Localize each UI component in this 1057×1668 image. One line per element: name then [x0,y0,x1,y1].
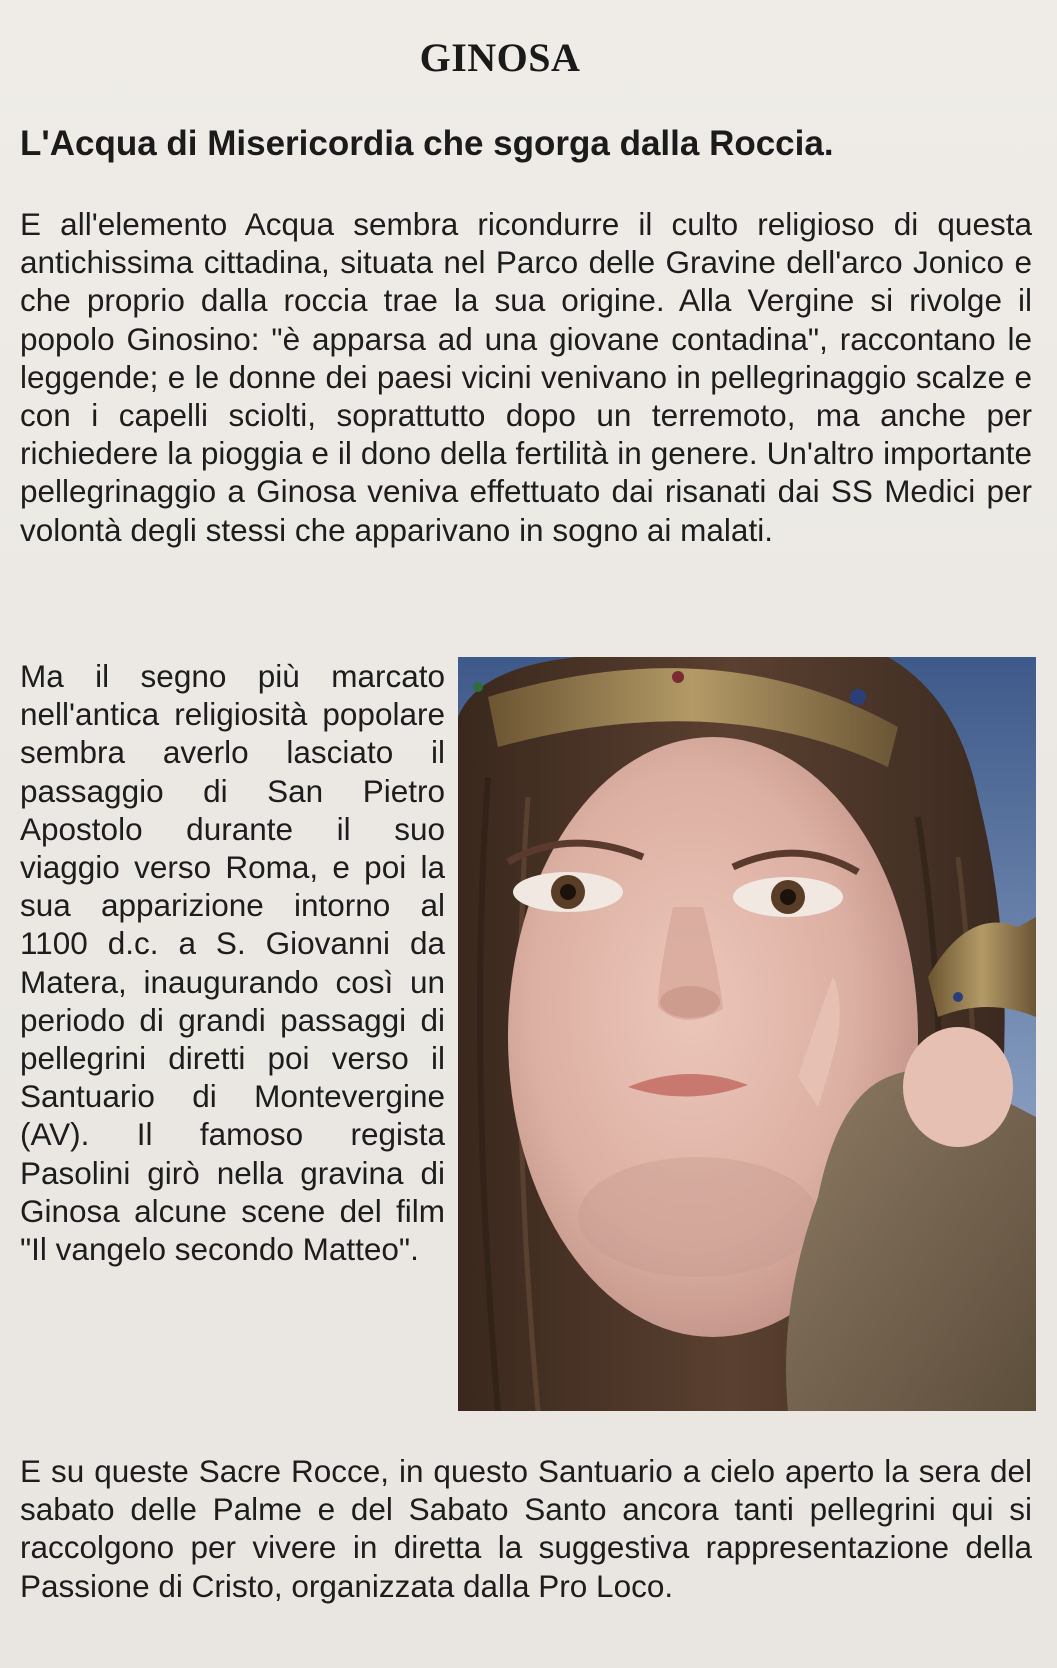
page-subtitle: L'Acqua di Misericordia che sgorga dalla Roccia. [20,124,834,163]
paragraph-passion: E su queste Sacre Rocce, in questo Santuario a cielo aperto la sera del sabato delle Palme e del Sabato Santo ancora tanti pellegrini qui si raccolgono per vivere in diretta la suggestiva rappresentazione della Passione di Cristo, organizzata dalla Pro Loco. [20,1453,1032,1604]
paragraph-intro: E all'elemento Acqua sembra ricondurre il culto religioso di questa antichissima cittadina, situata nel Parco delle Gravine dell'arco Jonico e che proprio dalla roccia trae la sua origine. Alla Vergine si rivolge il popolo Ginosino: "è apparsa ad una giovane contadina", raccontano le leggende; e le donne dei paesi vicini venivano in pellegrinaggio scalze e con i capelli sciolti, soprattutto dopo un terremoto, ma anche per richiedere la pioggia e il dono della fertilità in genere. Un'altro importante pellegrinaggio a Ginosa veniva effettuato dai risanati dai SS Medici per volontà degli stessi che apparivano in sogno ai malati. [20,206,1032,548]
page-title: GINOSA [419,35,581,80]
paragraph-pilgrimage: Ma il segno più marcato nell'antica religiosità popolare sembra averlo lasciato il passaggio di San Pietro Apostolo durante il suo viaggio verso Roma, e poi la sua apparizione intorno al 1100 d.c. a S. Giovanni da Matera, inaugurando così un periodo di grandi passaggi di pellegrini diretti poi verso il Santuario di Montevergine (AV). Il famoso regista Pasolini girò nella gravina di Ginosa alcune scene del film "Il vangelo secondo Matteo". [20,658,445,1268]
madonna-statue-photo [458,657,1036,1411]
